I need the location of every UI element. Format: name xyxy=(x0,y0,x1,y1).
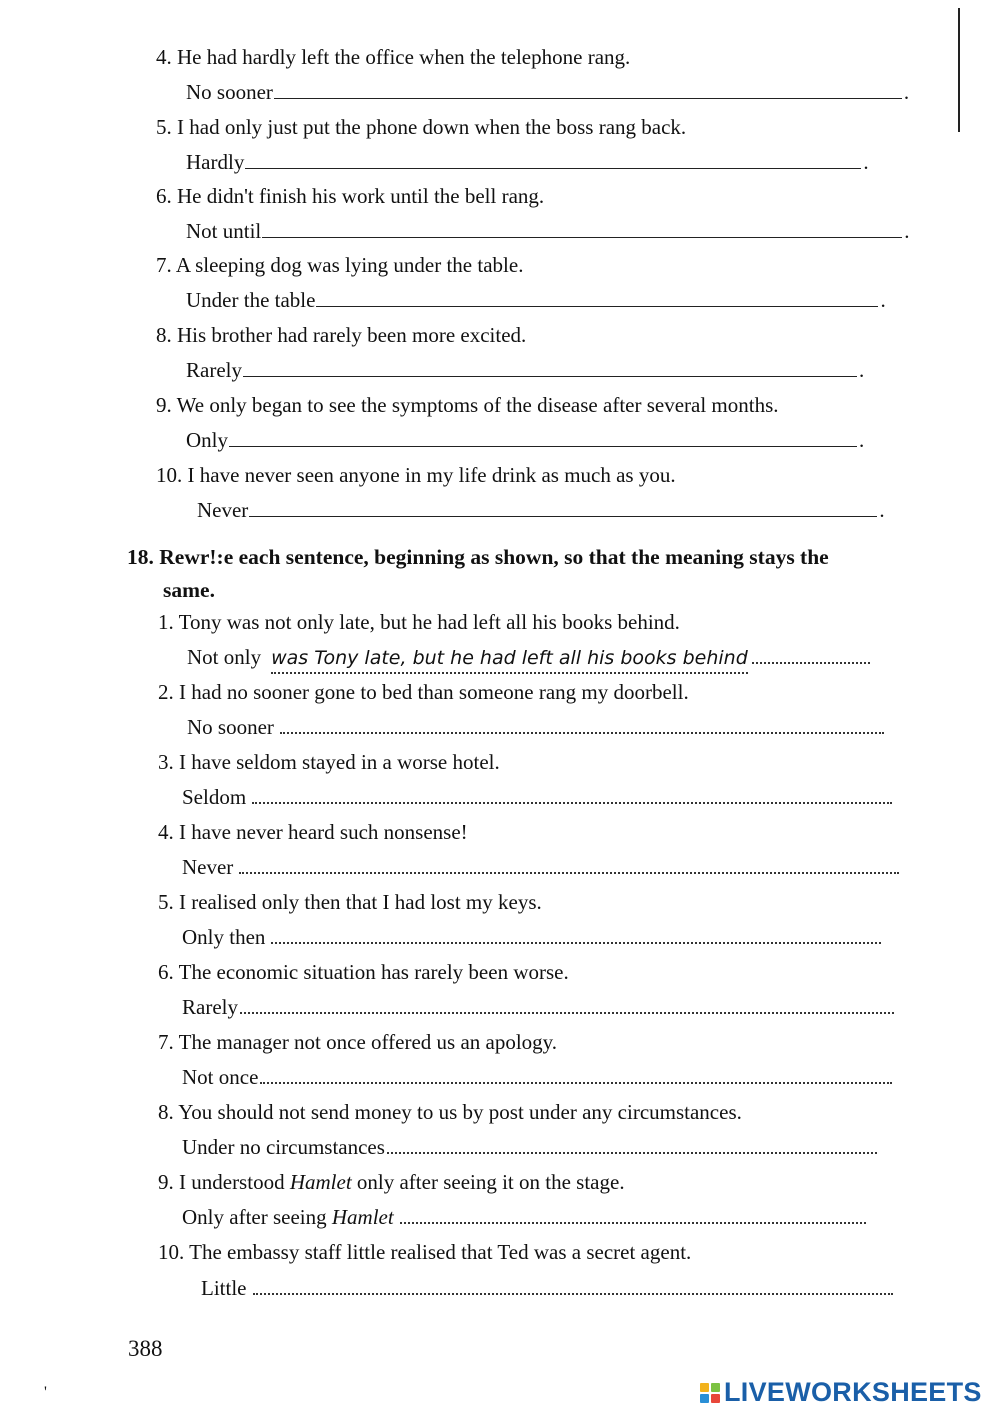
play-title: Hamlet xyxy=(289,1170,352,1194)
answer-prompt: Seldom xyxy=(182,785,247,809)
answer-prompt: No sooner xyxy=(187,715,274,739)
logo-tiles-icon xyxy=(700,1383,720,1403)
ex17-item-9-answer-line[interactable]: Only . xyxy=(186,428,865,452)
ex17-item-9-question: 9. We only began to see the symptoms of the disease after several months. xyxy=(156,393,779,417)
ex18-item-1-question: 1. Tony was not only late, but he had left all his books behind. xyxy=(158,610,680,634)
ex18-item-3-question: 3. I have seldom stayed in a worse hotel. xyxy=(158,750,500,774)
answer-dots[interactable] xyxy=(271,924,881,944)
answer-blank[interactable] xyxy=(229,428,857,447)
ex18-item-6-question: 6. The economic situation has rarely been worse. xyxy=(158,960,569,984)
answer-prompt: Not until xyxy=(186,219,262,243)
answer-blank[interactable] xyxy=(316,288,878,307)
answer-prompt: Never xyxy=(182,855,234,879)
ex18-item-8-question: 8. You should not send money to us by post under any circumstances. xyxy=(158,1100,742,1124)
ex18-item-7-answer-line[interactable] xyxy=(182,1064,892,1090)
ex18-item-6-answer-line[interactable] xyxy=(182,994,894,1020)
ex17-item-4-answer-line[interactable]: No sooner . xyxy=(186,80,910,104)
answer-prompt: Under no circumstances xyxy=(182,1135,385,1159)
answer-prompt: Only then xyxy=(182,925,266,949)
ex18-item-8-answer-line[interactable] xyxy=(182,1134,877,1160)
ex18-item-4-question: 4. I have never heard such nonsense! xyxy=(158,820,468,844)
ex17-item-8-question: 8. His brother had rarely been more excited. xyxy=(156,323,527,347)
answer-dots[interactable] xyxy=(280,714,884,734)
logo-tile xyxy=(700,1383,709,1392)
answer-dots xyxy=(752,644,870,664)
ex17-item-4-question: 4. He had hardly left the office when the telephone rang. xyxy=(156,45,631,69)
logo-tile xyxy=(711,1383,720,1392)
ex18-item-9-answer-line[interactable] xyxy=(182,1204,866,1230)
ex18-item-2-answer-line[interactable] xyxy=(187,714,884,740)
answer-dots[interactable] xyxy=(253,1275,893,1295)
scan-mark: ' xyxy=(44,1384,47,1401)
ex18-item-10-answer-line[interactable] xyxy=(201,1275,893,1301)
answer-prompt: Not once xyxy=(182,1065,259,1089)
ex17-item-10-answer-line[interactable]: Never . xyxy=(197,498,885,522)
answer-dots[interactable] xyxy=(239,854,899,874)
ex17-item-6-question: 6. He didn't finish his work until the bell rang. xyxy=(156,184,545,208)
ex18-item-1-answer-line[interactable] xyxy=(187,644,870,674)
answer-blank[interactable] xyxy=(262,219,902,238)
heading-line-2: same. xyxy=(163,578,215,602)
answer-prompt: Rarely xyxy=(186,358,242,382)
ex18-item-2-question: 2. I had no sooner gone to bed than someone rang my doorbell. xyxy=(158,680,689,704)
answer-blank[interactable] xyxy=(249,498,877,517)
ex17-item-7-question: 7. A sleeping dog was lying under the table. xyxy=(156,253,524,277)
answer-prompt: Hardly xyxy=(186,150,245,174)
ex18-item-5-answer-line[interactable] xyxy=(182,924,881,950)
ex17-item-5-question: 5. I had only just put the phone down when the boss rang back. xyxy=(156,115,687,139)
answer-prompt: No sooner xyxy=(186,80,273,104)
answer-prompt: Rarely xyxy=(182,995,238,1019)
handwritten-answer[interactable]: was Tony late, but he had left all his books behind xyxy=(271,645,748,674)
ex17-item-7-answer-line[interactable]: Under the table . xyxy=(186,288,886,312)
ex18-item-7-question: 7. The manager not once offered us an apology. xyxy=(158,1030,558,1054)
logo-text: LIVEWORKSHEETS xyxy=(724,1377,982,1407)
ex17-item-8-answer-line[interactable]: Rarely . xyxy=(186,358,865,382)
ex17-item-10-question: 10. I have never seen anyone in my life drink as much as you. xyxy=(156,463,676,487)
ex18-item-5-question: 5. I realised only then that I had lost my keys. xyxy=(158,890,542,914)
answer-dots[interactable] xyxy=(400,1204,866,1224)
answer-prompt: Not only xyxy=(187,645,262,669)
answer-dots[interactable] xyxy=(387,1134,877,1154)
answer-dots[interactable] xyxy=(240,994,894,1014)
heading-line-1: 18. Rewr!:e each sentence, beginning as shown, so that the meaning stays the xyxy=(127,545,829,569)
ex17-item-5-answer-line[interactable]: Hardly . xyxy=(186,150,869,174)
answer-dots[interactable] xyxy=(252,784,892,804)
ex18-item-4-answer-line[interactable] xyxy=(182,854,899,880)
answer-blank[interactable] xyxy=(274,80,902,99)
margin-rule xyxy=(958,8,960,132)
ex18-item-9-question: 9. I understood Hamlet only after seeing it on the stage. xyxy=(158,1170,625,1194)
answer-dots[interactable] xyxy=(260,1064,892,1084)
ex18-item-10-question: 10. The embassy staff little realised that Ted was a secret agent. xyxy=(158,1240,692,1264)
answer-prompt: Little xyxy=(201,1276,247,1300)
logo-tile xyxy=(700,1394,709,1403)
answer-blank[interactable] xyxy=(243,358,857,377)
answer-prompt: Never xyxy=(197,498,249,522)
page-number: 388 xyxy=(128,1336,163,1361)
exercise-18-heading xyxy=(127,541,829,607)
liveworksheets-logo[interactable] xyxy=(700,1377,982,1408)
logo-tile xyxy=(711,1394,720,1403)
answer-prompt: Under the table xyxy=(186,288,316,312)
answer-blank[interactable] xyxy=(245,150,861,169)
ex18-item-3-answer-line[interactable] xyxy=(182,784,892,810)
ex17-item-6-answer-line[interactable]: Not until . xyxy=(186,219,910,243)
answer-prompt: Only xyxy=(186,428,228,452)
answer-prompt: Only after seeing Hamlet xyxy=(182,1205,394,1229)
